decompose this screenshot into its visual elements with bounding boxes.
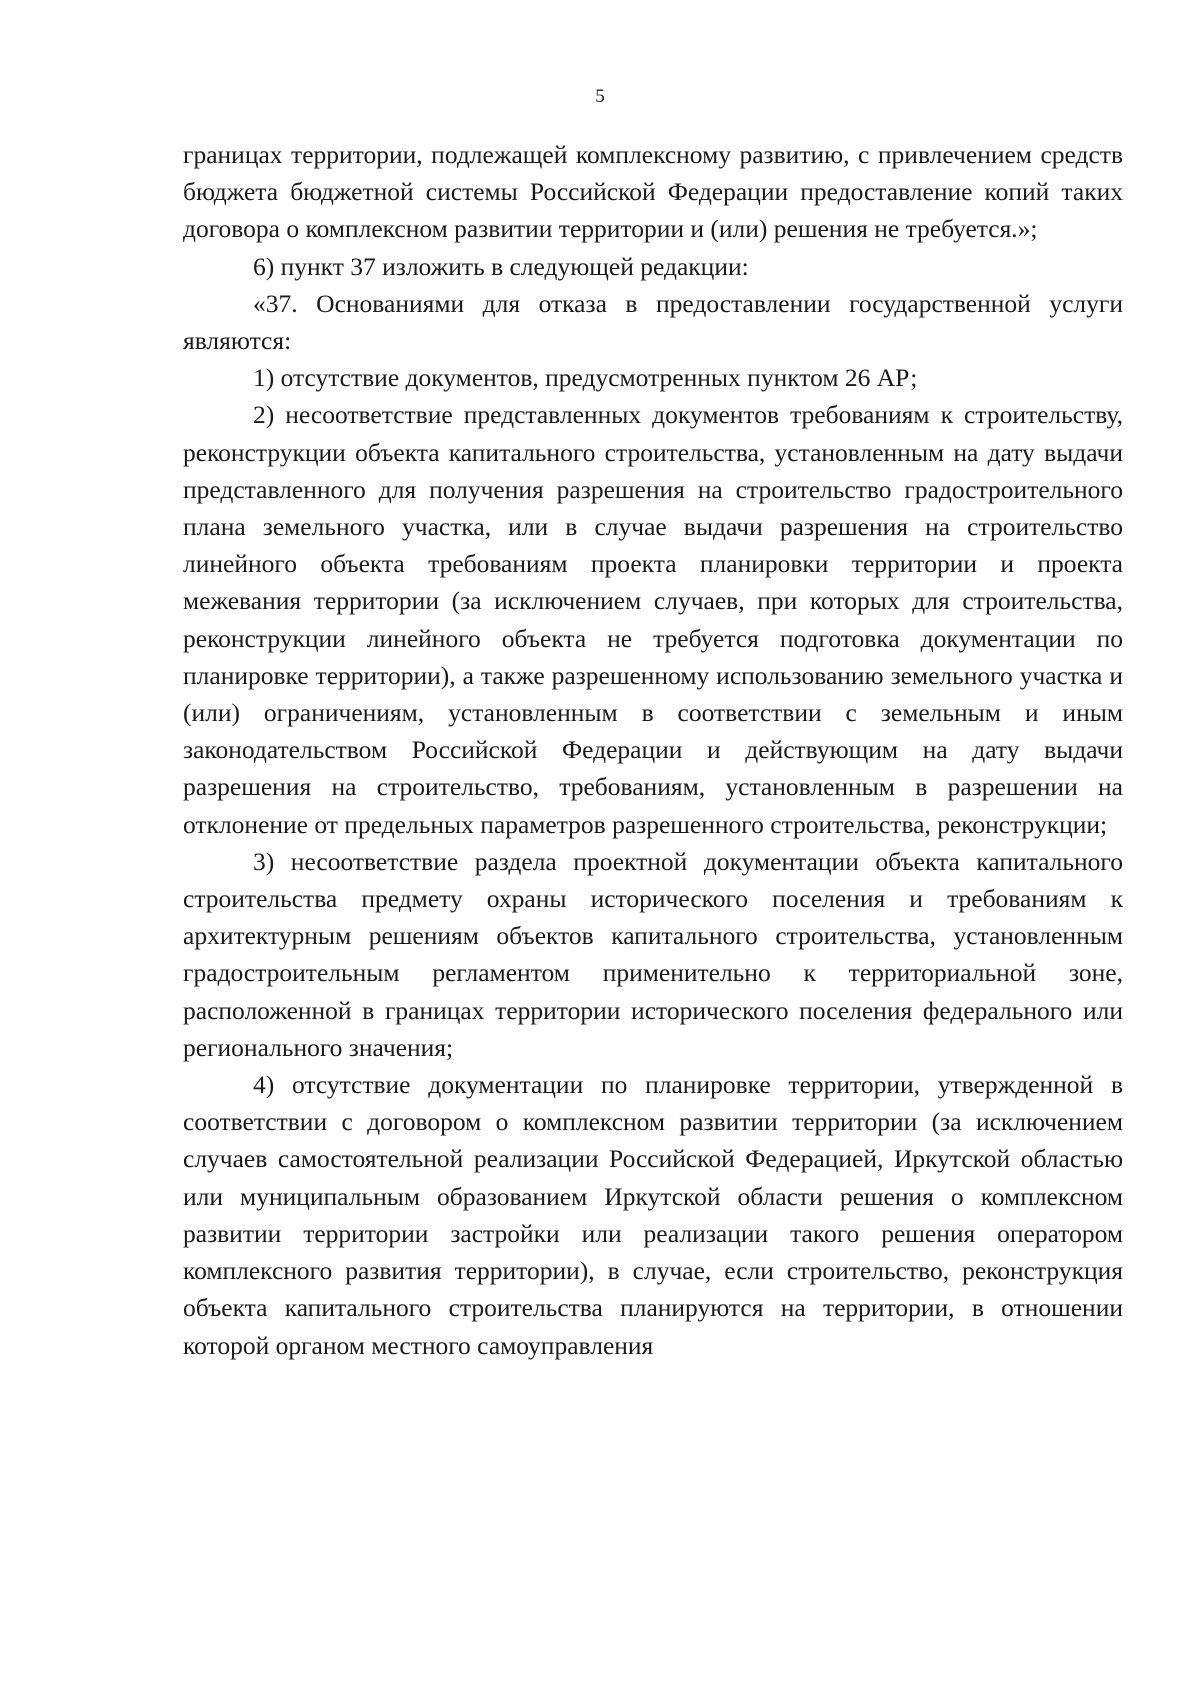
page-number: 5 — [595, 86, 605, 107]
paragraph-subitem-4: 4) отсутствие документации по планировке территории, утвержденной в соответствии с договором о комплексном развитии территории (за исключением случаев самостоятельной реализации Российской Федерацией, Иркутской областью или муниципальным образованием Иркутской области решения о комплексном развитии территории застройки или реализации такого решения оператором комплексного развития территории), в случае, если строительство, реконструкция объекта капитального строительства планируются на территории, в отношении которой органом местного самоуправления — [183, 1070, 1123, 1360]
paragraph-subitem-2: 2) несоответствие представленных документов требованиям к строительству, реконструкции объекта капитального строительства, установленным на дату выдачи представленного для получения разрешения на строительство градостроительного плана земельного участка, или в случае выдачи разрешения на строительство линейного объекта требованиям проекта планировки территории и проекта межевания территории (за исключением случаев, при которых для строительства, реконструкции линейного объекта не требуется подготовка документации по планировке территории), а также разрешенному использованию земельного участка и (или) ограничениям, установленным в соответствии с земельным и иным законодательством Российской Федерации и действующим на дату выдачи разрешения на строительство, требованиям, установленным в разрешении на отклонение от предельных параметров разрешенного строительства, реконструкции; — [183, 400, 1123, 839]
paragraph-item-6: 6) пункт 37 изложить в следующей редакции: — [253, 251, 749, 281]
paragraph-subitem-1: 1) отсутствие документов, предусмотренных пунктом 26 АР; — [253, 363, 918, 393]
paragraph-clause-37: «37. Основаниями для отказа в предоставлении государственной услуги являются: — [183, 288, 1123, 356]
document-body — [183, 136, 1123, 1364]
paragraph-continuation: границах территории, подлежащей комплексному развитию, с привлечением средств бюджета бюджетной системы Российской Федерации предоставление копий таких договора о комплексном развитии территории и (или) решения не требуется.»; — [183, 140, 1123, 244]
paragraph-subitem-3: 3) несоответствие раздела проектной документации объекта капитального строительства предмету охраны исторического поселения и требованиям к архитектурным решениям объектов капитального строительства, установленным градостроительным регламентом применительно к территориальной зоне, расположенной в границах территории исторического поселения федерального или регионального значения; — [183, 846, 1123, 1062]
